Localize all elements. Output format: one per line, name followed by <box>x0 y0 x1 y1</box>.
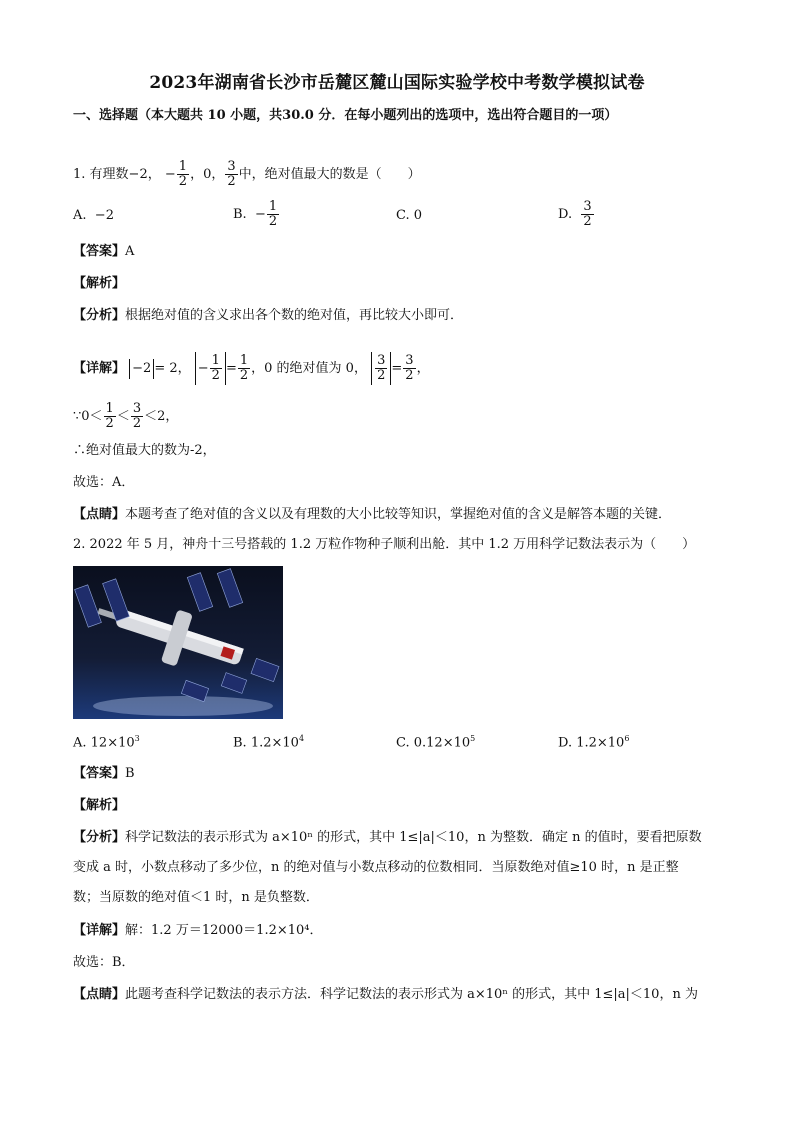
q2-option-a: A. $12\times 10^3$ <box>73 734 140 751</box>
q1-detail: 【详解】 −2 = 2， − $\frac{1}{2}$ = $\frac{1}{2}$ ，0 的绝对值为 0， $\frac{3}{2}$ = $\frac{3}{2}$ ， <box>73 353 430 383</box>
fraction: $\frac{1}{2}$ <box>178 159 188 189</box>
q2-detail: 【详解】解：1.2 万＝12000＝1.2×10⁴． <box>73 923 323 938</box>
q1-since: ∵0＜ $\frac{1}{2}$ ＜ $\frac{3}{2}$ ＜2， <box>73 401 179 431</box>
q1-dianjing: 【点睛】本题考查了绝对值的含义以及有理数的大小比较等知识，掌握绝对值的含义是解答本题的关键． <box>73 507 672 522</box>
q2-fenxi-line-2: 变成 a 时，小数点移动了多少位，n 的绝对值与小数点移动的位数相同．当原数绝对值≥10 时，n 是正整 <box>73 860 679 875</box>
q2-fenxi-line-3: 数；当原数的绝对值＜1 时，n 是负整数． <box>73 890 319 905</box>
q1-answer: 【答案】A <box>73 244 135 259</box>
q1-option-a: A. −2 <box>73 208 114 223</box>
question-1-stem: 1. 有理数−2， − $\frac{1}{2}$ ，0， $\frac{3}{2}$ 中，绝对值最大的数是（ ） <box>73 159 421 189</box>
space-station-image <box>73 566 283 719</box>
q2-option-b: B. $1.2\times 10^4$ <box>233 734 305 751</box>
q1-option-d: D. $\frac{3}{2}$ <box>558 199 592 229</box>
q2-option-c: C. $0.12\times 10^5$ <box>396 734 476 751</box>
q1-therefore: ∴绝对值最大的数为-2， <box>73 443 216 458</box>
q2-choose: 故选：B． <box>73 955 135 970</box>
question-2-stem: 2. 2022 年 5 月，神舟十三号搭载的 1.2 万粒作物种子顺利出舱．其中 1.2 万用科学记数法表示为（ ） <box>73 537 696 552</box>
q2-option-d: D. $1.2\times 10^6$ <box>558 734 630 751</box>
q2-analysis-tag: 【解析】 <box>73 798 126 813</box>
q1-fenxi: 【分析】根据绝对值的含义求出各个数的绝对值，再比较大小即可． <box>73 308 464 323</box>
q1-option-c: C. 0 <box>396 208 423 223</box>
q2-fenxi-line-1: 【分析】科学记数法的表示形式为 a×10ⁿ 的形式，其中 1≤|a|＜10，n 为整数．确定 n 的值时，要看把原数 <box>73 830 702 845</box>
q1-analysis-tag: 【解析】 <box>73 276 126 291</box>
q2-answer: 【答案】B <box>73 766 135 781</box>
page-title: 2023年湖南省长沙市岳麓区麓山国际实验学校中考数学模拟试卷 <box>149 73 645 93</box>
section-heading: 一、选择题（本大题共 10 小题，共30.0 分．在每小题列出的选项中，选出符合题目的一项） <box>73 108 618 123</box>
q2-dianjing: 【点睛】此题考查科学记数法的表示方法．科学记数法的表示形式为 a×10ⁿ 的形式，其中 1≤|a|＜10，n 为 <box>73 987 698 1002</box>
q1-choose: 故选：A． <box>73 475 135 490</box>
q1-option-b: B. − $\frac{1}{2}$ <box>233 199 278 229</box>
fraction: $\frac{3}{2}$ <box>227 159 236 189</box>
